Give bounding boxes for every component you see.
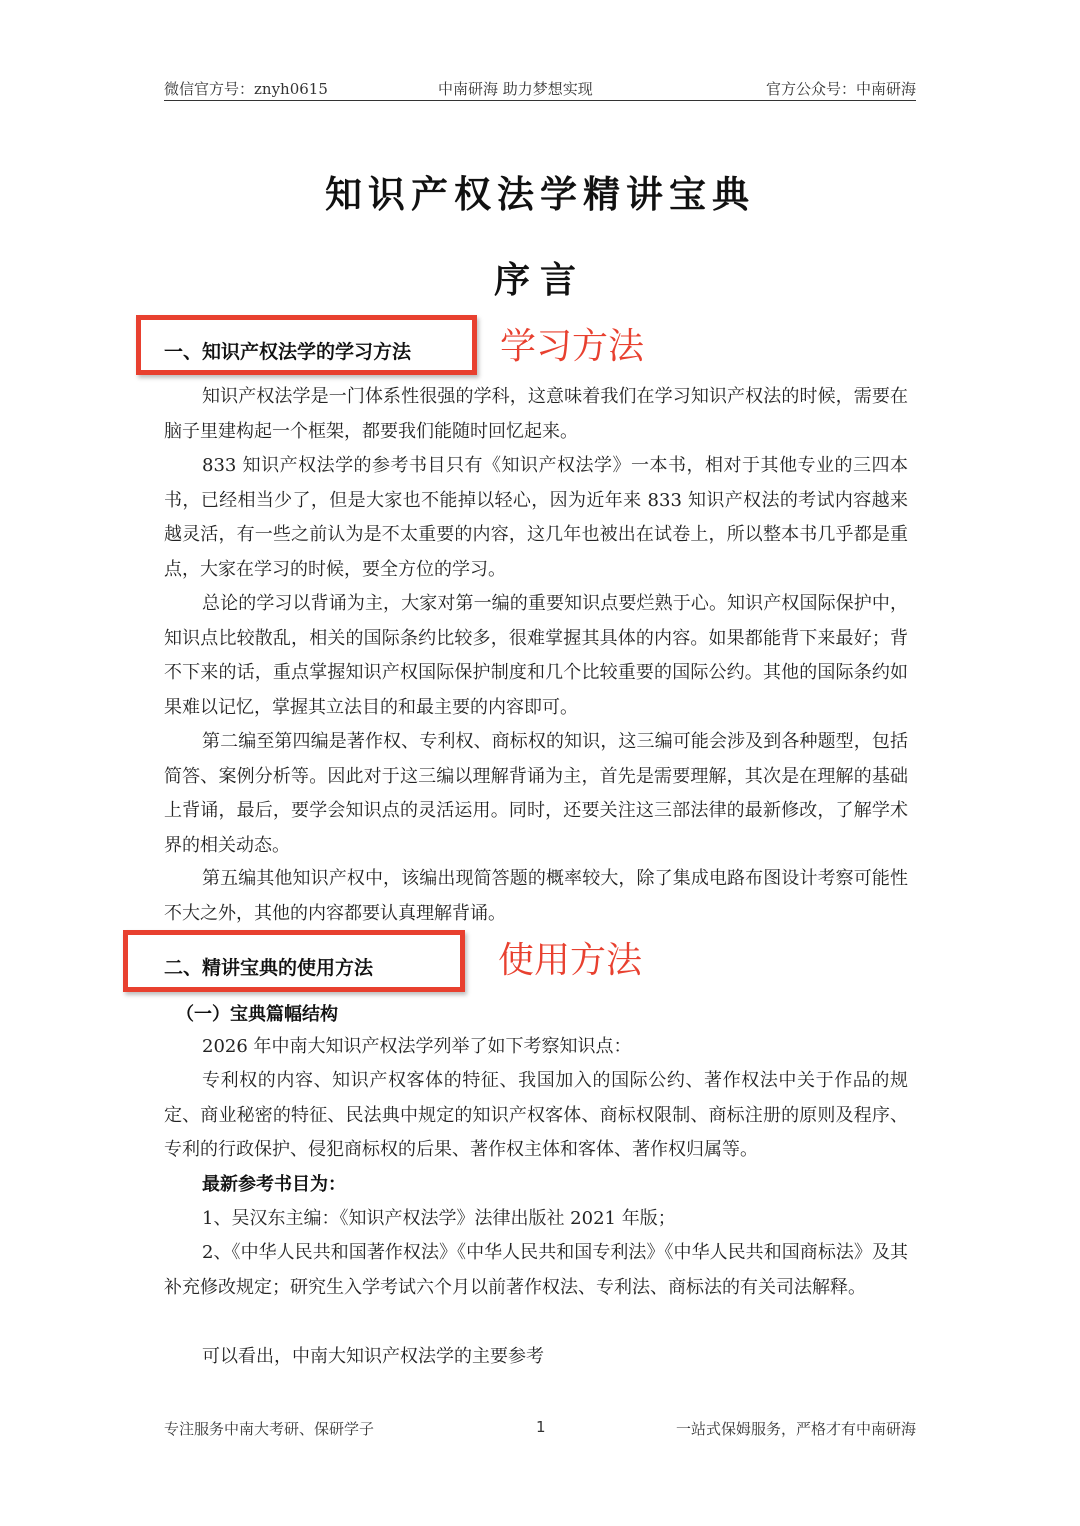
header-slogan: 中南研海 助力梦想实现 xyxy=(438,80,593,98)
subsection-heading: （一）宝典篇幅结构 xyxy=(176,1004,338,1025)
header-wechat-id: 微信官方号：znyh0615 xyxy=(164,80,328,98)
document-title: 知识产权法学精讲宝典 xyxy=(325,173,755,216)
reference-books-label: 最新参考书目为： xyxy=(202,1174,346,1195)
preface-title: 序言 xyxy=(493,260,586,301)
annotation-usage-method: 使用方法 xyxy=(498,940,643,981)
section-1-paragraph: 第二编至第四编是著作权、专利权、商标权的知识，这三编可能会涉及到各种题型，包括简答、案例分析等。因此对于这三编以理解背诵为主，首先是需要理解，其次是在理解的基础上背诵，最后，要学会知识点的灵活运用。同时，还要关注这三部法律的最新修改，了解学术界的相关动态。 xyxy=(164,731,908,856)
section-1-paragraph: 第五编其他知识产权中，该编出现简答题的概率较大，除了集成电路布图设计考察可能性不大之外，其他的内容都要认真理解背诵。 xyxy=(164,868,908,924)
footer-right-text: 一站式保姆服务，严格才有中南研海 xyxy=(675,1420,916,1438)
section-1-paragraph: 总论的学习以背诵为主，大家对第一编的重要知识点要烂熟于心。知识产权国际保护中，知识点比较散乱，相关的国际条约比较多，很难掌握其具体的内容。如果都能背下来最好；背不下来的话，重点掌握知识产权国际保护制度和几个比较重要的国际公约。其他的国际条约如果难以记忆，掌握其立法目的和最主要的内容即可。 xyxy=(164,593,908,718)
section-2-closing: 可以看出，中南大知识产权法学的主要参考 xyxy=(202,1346,544,1367)
section-1-heading: 一、知识产权法学的学习方法 xyxy=(164,341,412,363)
reference-book-1: 1、吴汉东主编：《知识产权法学》法律出版社 2021 年版； xyxy=(202,1208,676,1229)
section-1-paragraph: 知识产权法学是一门体系性很强的学科，这意味着我们在学习知识产权法的时候，需要在脑子里建构起一个框架，都要我们能随时回忆起来。 xyxy=(164,386,908,442)
section-2-points: 专利权的内容、知识产权客体的特征、我国加入的国际公约、著作权法中关于作品的规定、商业秘密的特征、民法典中规定的知识产权客体、商标权限制、商标注册的原则及程序、专利的行政保护、侵犯商标权的后果、著作权主体和客体、著作权归属等。 xyxy=(164,1070,908,1160)
page-number: 1 xyxy=(536,1418,546,1436)
annotation-study-method: 学习方法 xyxy=(500,326,645,367)
header-official-account: 官方公众号：中南研海 xyxy=(765,80,916,98)
section-2-intro: 2026 年中南大知识产权法学列举了如下考察知识点： xyxy=(202,1036,632,1057)
footer-left-text: 专注服务中南大考研、保研学子 xyxy=(164,1420,375,1438)
reference-book-2: 2、《中华人民共和国著作权法》《中华人民共和国专利法》《中华人民共和国商标法》及其补充修改规定；研究生入学考试六个月以前著作权法、专利法、商标法的有关司法解释。 xyxy=(164,1242,908,1298)
section-2-heading: 二、精讲宝典的使用方法 xyxy=(164,957,374,979)
page-footer xyxy=(164,1418,916,1440)
page-header xyxy=(164,78,916,101)
section-1-paragraph: 833 知识产权法学的参考书目只有《知识产权法学》一本书，相对于其他专业的三四本书，已经相当少了，但是大家也不能掉以轻心，因为近年来 833 知识产权法的考试内容越来越灵活，有一些之前认为是不太重要的内容，这几年也被出在试卷上，所以整本书几乎都是重点，大家在学习的时候，要全方位的学习。 xyxy=(164,455,908,580)
